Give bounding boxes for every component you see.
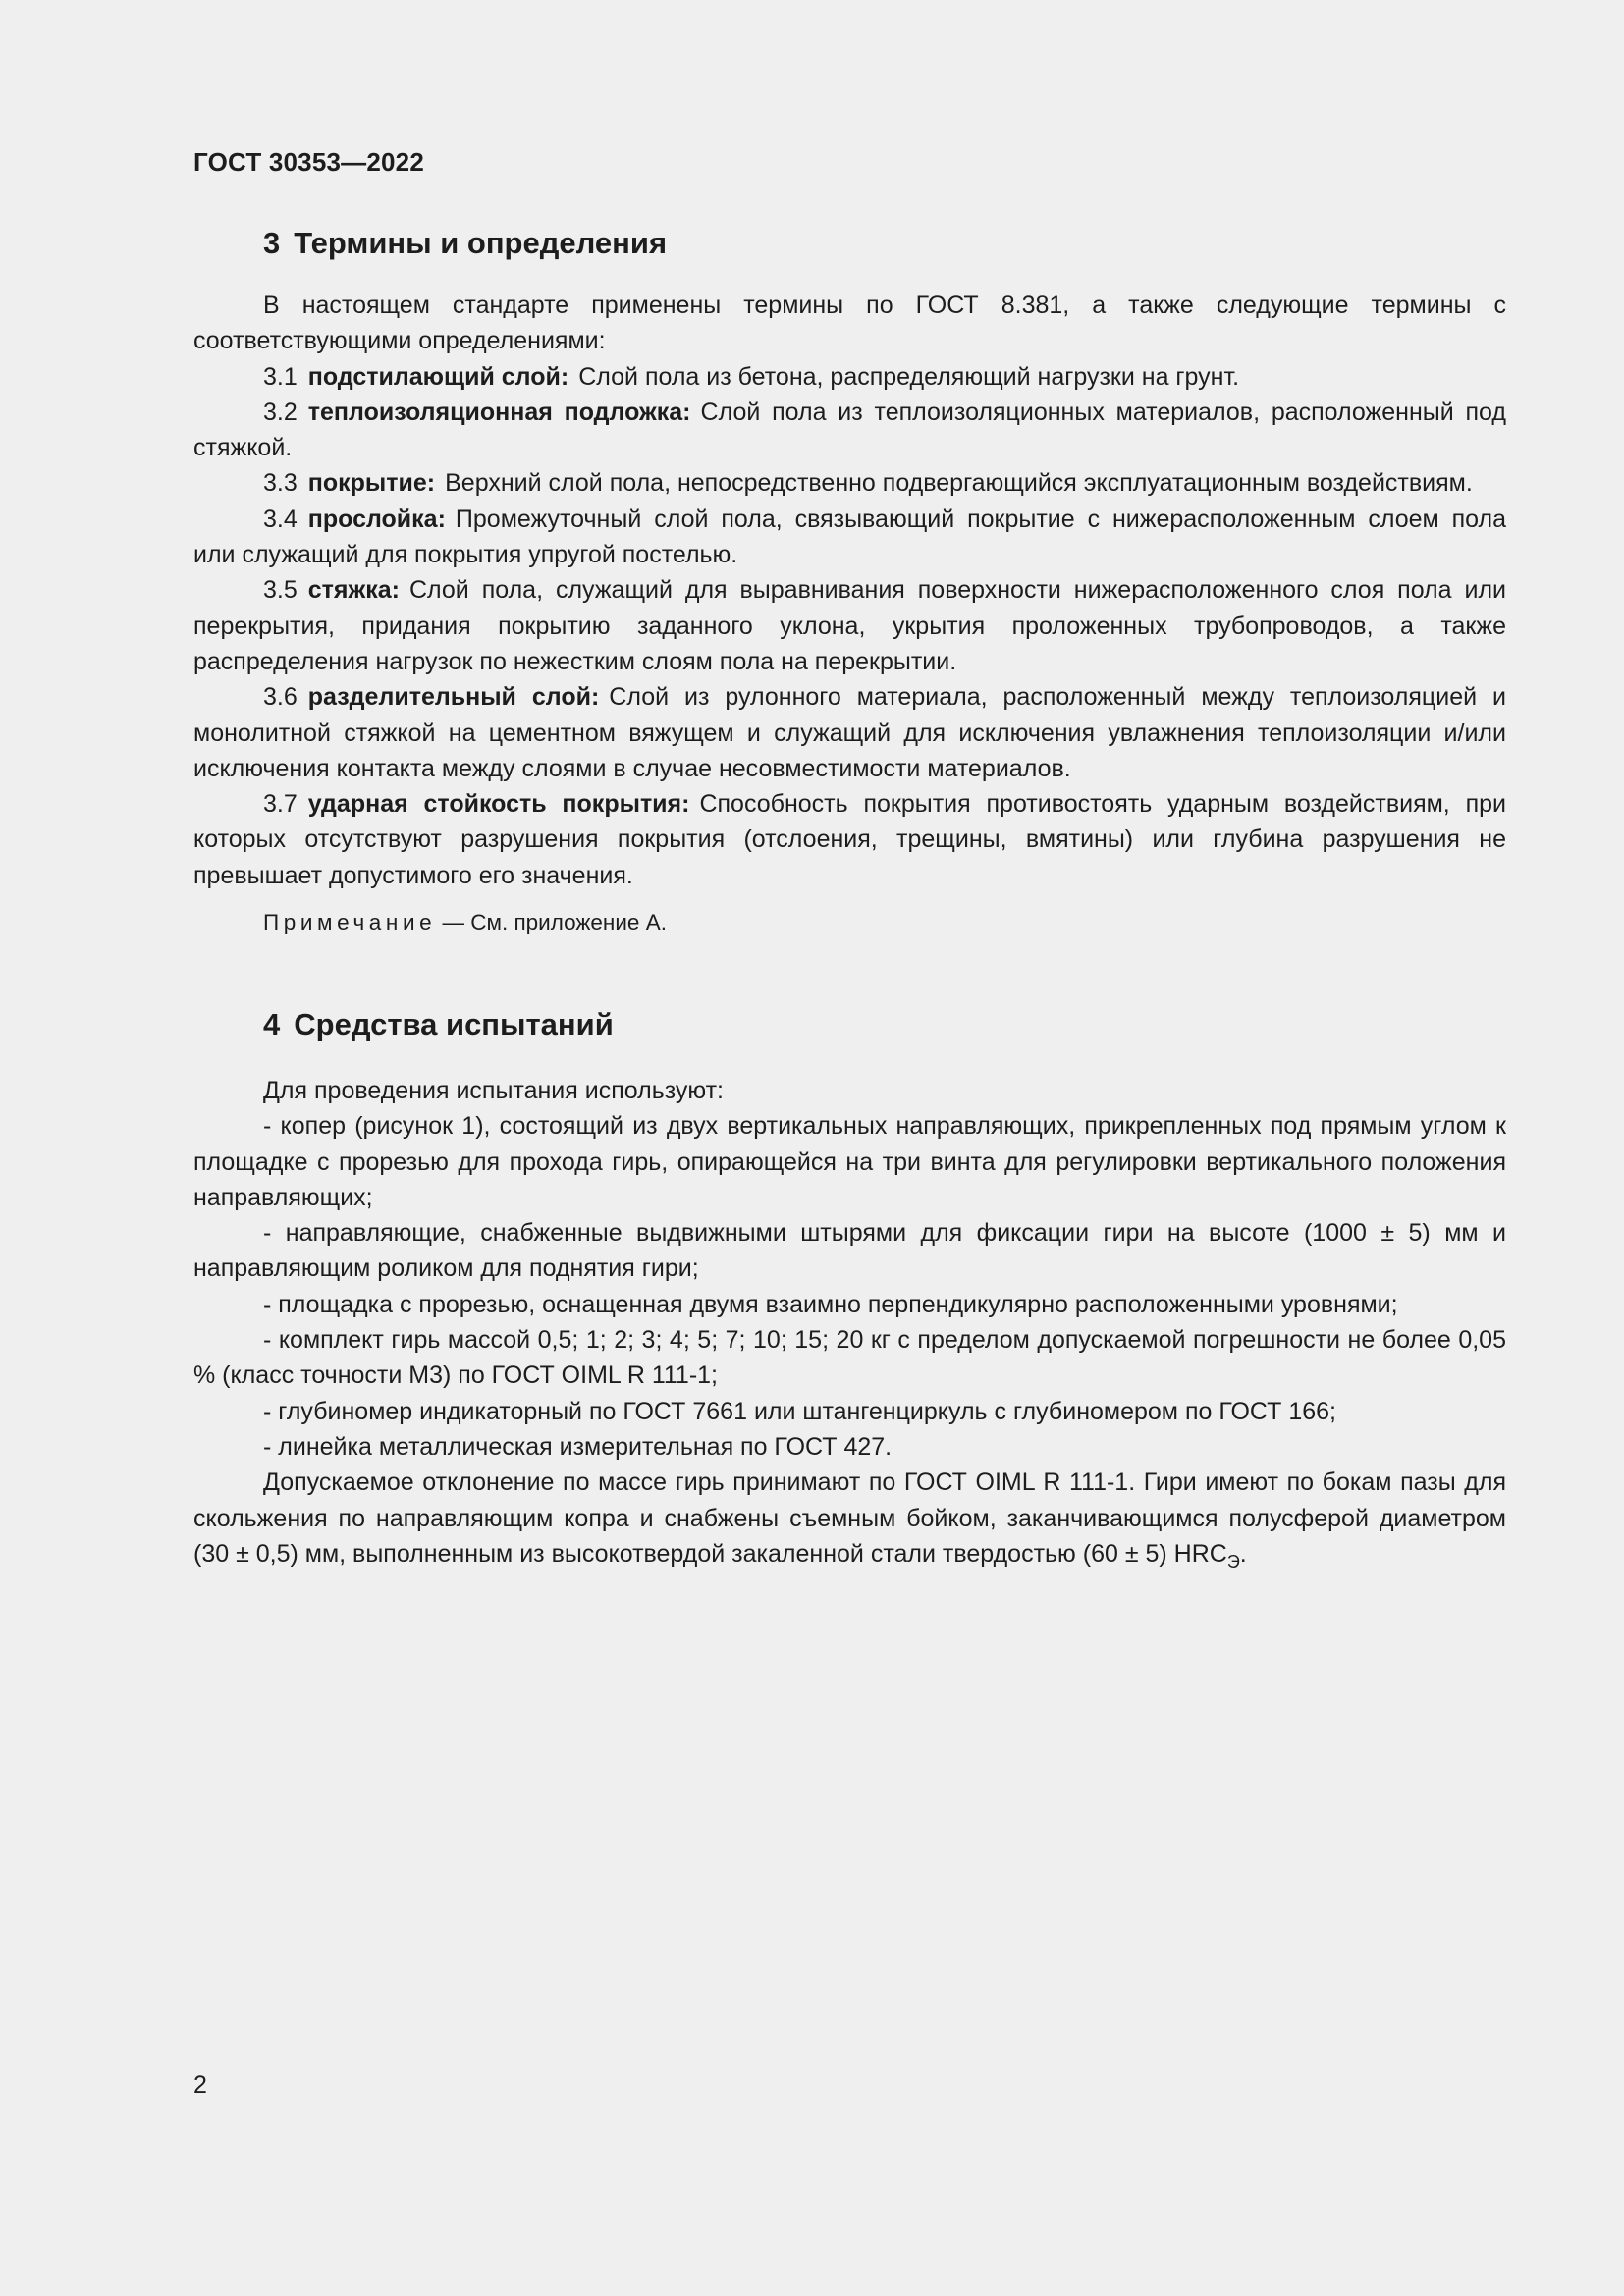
term-3-5 bbox=[193, 572, 1506, 679]
term-name: покрытие: bbox=[307, 469, 436, 498]
list-item: - копер (рисунок 1), состоящий из двух вертикальных направляющих, прикрепленных под прямым углом к площадке с прорезью для прохода гирь, опирающейся на три винта для регулировки вертикального положения направляющих; bbox=[193, 1112, 1506, 1211]
term-name: прослойка: bbox=[307, 505, 446, 533]
term-name: подстилающий слой: bbox=[307, 362, 569, 391]
section-4-number: 4 bbox=[263, 1007, 281, 1041]
term-name: ударная стойкость покрытия: bbox=[307, 790, 690, 819]
term-name: разделительный слой: bbox=[307, 683, 600, 712]
list-item: - линейка металлическая измерительная по ГОСТ 427. bbox=[263, 1432, 893, 1461]
term-definition: Слой пола, служащий для выравнивания поверхности нижерасположенного слоя пола или перекрытия, придания покрытию заданного уклона, укрытия проложенных трубопроводов, а также распределения нагрузок по нежестким слоям пола на перекрытии. bbox=[193, 576, 1506, 675]
term-3-4 bbox=[193, 502, 1506, 573]
term-definition: Слой из рулонного материала, расположенный между теплоизоляцией и монолитной стяжкой на цементном вяжущем и служащий для исключения увлажнения теплоизоляции и/или исключения контакта между слоями в случае несовместимости материалов. bbox=[193, 683, 1506, 782]
term-3-7 bbox=[193, 786, 1506, 893]
term-definition: Слой пола из теплоизоляционных материалов, расположенный под стяжкой. bbox=[193, 398, 1506, 462]
term-index: 3.5 bbox=[263, 576, 298, 605]
term-definition: Способность покрытия противостоять ударным воздействиям, при которых отсутствуют разрушения покрытия (отслоения, трещины, вмятины) или глубина разрушения не превышает допустимого его значения. bbox=[193, 790, 1506, 889]
section-4-body bbox=[193, 1073, 1506, 1579]
section-4-heading bbox=[263, 1007, 614, 1042]
section-3-heading bbox=[263, 226, 667, 261]
term-index: 3.4 bbox=[263, 505, 298, 533]
page-number: 2 bbox=[193, 2071, 207, 2099]
list-item: - направляющие, снабженные выдвижными штырями для фиксации гири на высоте (1000 ± 5) мм и направляющим роликом для поднятия гири; bbox=[193, 1219, 1506, 1283]
note-text: — См. приложение А. bbox=[436, 910, 667, 935]
list-item: - глубиномер индикаторный по ГОСТ 7661 или штангенциркуль с глубиномером по ГОСТ 166; bbox=[263, 1397, 1337, 1425]
term-name: стяжка: bbox=[307, 576, 400, 605]
list-item: - комплект гирь массой 0,5; 1; 2; 3; 4; 5; 7; 10; 15; 20 кг с пределом допускаемой погрешности не более 0,05 % (класс точности М3) по ГОСТ OIML R 111-1; bbox=[193, 1326, 1506, 1390]
section-4-intro: Для проведения испытания используют: bbox=[263, 1077, 724, 1104]
section-3-intro: В настоящем стандарте применены термины по ГОСТ 8.381, а также следующие термины с соответствующими определениями: bbox=[193, 292, 1506, 355]
section-4-title: Средства испытаний bbox=[294, 1007, 614, 1041]
term-definition: Промежуточный слой пола, связывающий покрытие с нижерасположенным слоем пола или служащий для покрытия упругой постелью. bbox=[193, 505, 1506, 569]
term-3-6 bbox=[193, 679, 1506, 786]
list-item: - площадка с прорезью, оснащенная двумя взаимно перпендикулярно расположенными уровнями; bbox=[263, 1290, 1398, 1318]
term-definition: Верхний слой пола, непосредственно подвергающийся эксплуатационным воздействиям. bbox=[445, 469, 1473, 498]
term-index: 3.7 bbox=[263, 790, 298, 819]
closing-text: Допускаемое отклонение по массе гирь принимают по ГОСТ OIML R 111-1. Гири имеют по бокам пазы для скольжения по направляющим копра и снабжены съемным бойком, заканчивающимся полусферой диаметром (30 ± 0,5) мм, выполненным из высокотвердой закаленной стали твердостью (60 ± 5) HRC bbox=[193, 1468, 1506, 1568]
term-index: 3.3 bbox=[263, 469, 298, 498]
closing-end: . bbox=[1239, 1539, 1247, 1568]
document-header: ГОСТ 30353—2022 bbox=[193, 147, 424, 177]
section-3-number: 3 bbox=[263, 226, 281, 260]
term-index: 3.1 bbox=[263, 362, 298, 391]
note-label: Примечание bbox=[263, 910, 437, 935]
term-3-3 bbox=[193, 465, 1506, 501]
term-3-1 bbox=[193, 359, 1506, 395]
section-4-closing bbox=[193, 1465, 1506, 1579]
term-name: теплоизоляционная подложка: bbox=[307, 398, 691, 426]
term-index: 3.6 bbox=[263, 683, 298, 712]
section-3-note bbox=[193, 905, 1506, 940]
term-definition: Слой пола из бетона, распределяющий нагрузки на грунт. bbox=[578, 362, 1240, 391]
term-index: 3.2 bbox=[263, 398, 298, 426]
section-3-body bbox=[193, 288, 1506, 940]
term-3-2 bbox=[193, 395, 1506, 466]
closing-subscript: Э bbox=[1226, 1551, 1240, 1572]
section-3-title: Термины и определения bbox=[294, 226, 668, 260]
